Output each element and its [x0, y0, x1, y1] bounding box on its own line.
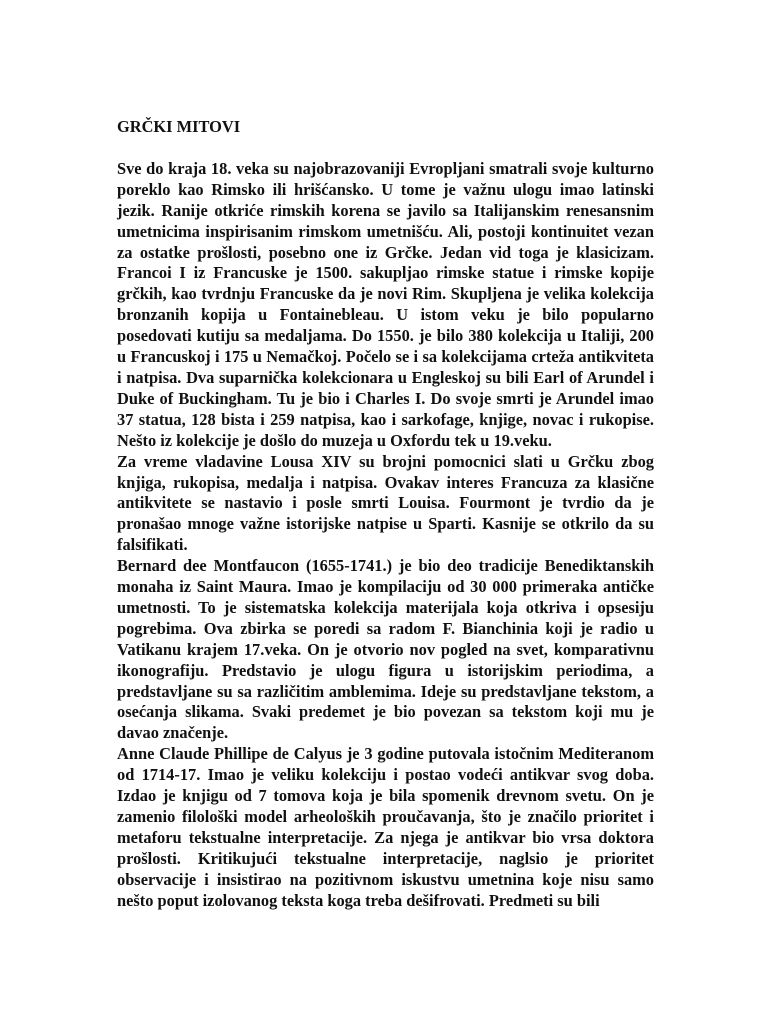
- paragraph-collections-history: Sve do kraja 18. veka su najobrazovaniji Evropljani smatrali svoje kulturno poreklo kao Rimsko ili hrišćansko. U tome je važnu ulogu imao latinski jezik. Ranije otkriće rimskih korena se javilo sa Italijanskim renesansnim umetnicima inspirisanim rimskom umetnišću. Ali, postoji kontinuitet vezan za ostatke prošlosti, posebno one iz Grčke. Jedan vid toga je klasicizam. Francoi I iz Francuske je 1500. sakupljao rimske statue i rimske kopije grčkih, kao tvrdnju Francuske da je novi Rim. Skupljena je velika kolekcija bronzanih kopija u Fontainebleau. U istom veku je bilo popularno posedovati kutiju sa medaljama. Do 1550. je bilo 380 kolekcija u Italiji, 200 u Francuskoj i 175 u Nemačkoj. Počelo se i sa kolekcijama crteža antikviteta i natpisa. Dva suparnička kolekcionara u Engleskoj su bili Earl of Arundel i Duke of Buckingham. Tu je bio i Charles I. Do svoje smrti je Arundel imao 37 statua, 128 bista i 259 natpisa, kao i sarkofage, knjige, novac i rukopise. Nešto iz kolekcije je došlo do muzeja u Oxfordu tek u 19.veku.: [117, 158, 654, 450]
- paragraph-montfaucon: Bernard dee Montfaucon (1655-1741.) je bio deo tradicije Benediktanskih monaha iz Saint Maura. Imao je kompilaciju od 30 000 primeraka antičke umetnosti. To je sistematska kolekcija materijala koja otkriva i opsesiju pogrebima. Ova zbirka se poredi sa radom F. Bianchinia koji je radio u Vatikanu krajem 17.veka. On je otvorio nov pogled na svet, komparativnu ikonografiju. Predstavio je ulogu figura u istorijskim periodima, a predstavljane su sa različitim amblemima. Ideje su predstavljane tekstom, a osećanja slikama. Svaki predemet je bio povezan sa tekstom koji mu je davao značenje.: [117, 556, 654, 743]
- document-title: GRČKI MITOVI: [117, 117, 241, 136]
- paragraph-caylus: Anne Claude Phillipe de Calyus je 3 godine putovala istočnim Mediteranom od 1714-17. Imao je veliku kolekciju i postao vodeći antikvar svog doba. Izdao je knjigu od 7 tomova koja je bila spomenik drevnom svetu. On je zamenio filološki model arheoloških proučavanja, što je značilo prioritet i metaforu tekstualne interpretacije. Za njega je antikvar bio vrsa doktora prošlosti. Kritikujući tekstualne interpretacije, naglsio je prioritet observacije i insistirao na pozitivnom iskustvu umetnina koje nisu samo nešto poput izolovanog teksta koga treba dešifrovati. Predmeti su bili: [117, 744, 654, 910]
- document-body: [117, 117, 654, 912]
- paragraph-louis-xiv: Za vreme vladavine Lousa XIV su brojni pomocnici slati u Grčku zbog knjiga, rukopisa, medalja i natpisa. Ovakav interes Francuza za klasične antikvitete se nastavio i posle smrti Louisa. Fourmont je tvrdio da je pronašao mnoge važne istorijske natpise u Sparti. Kasnije se otkrilo da su falsifikati.: [117, 451, 654, 555]
